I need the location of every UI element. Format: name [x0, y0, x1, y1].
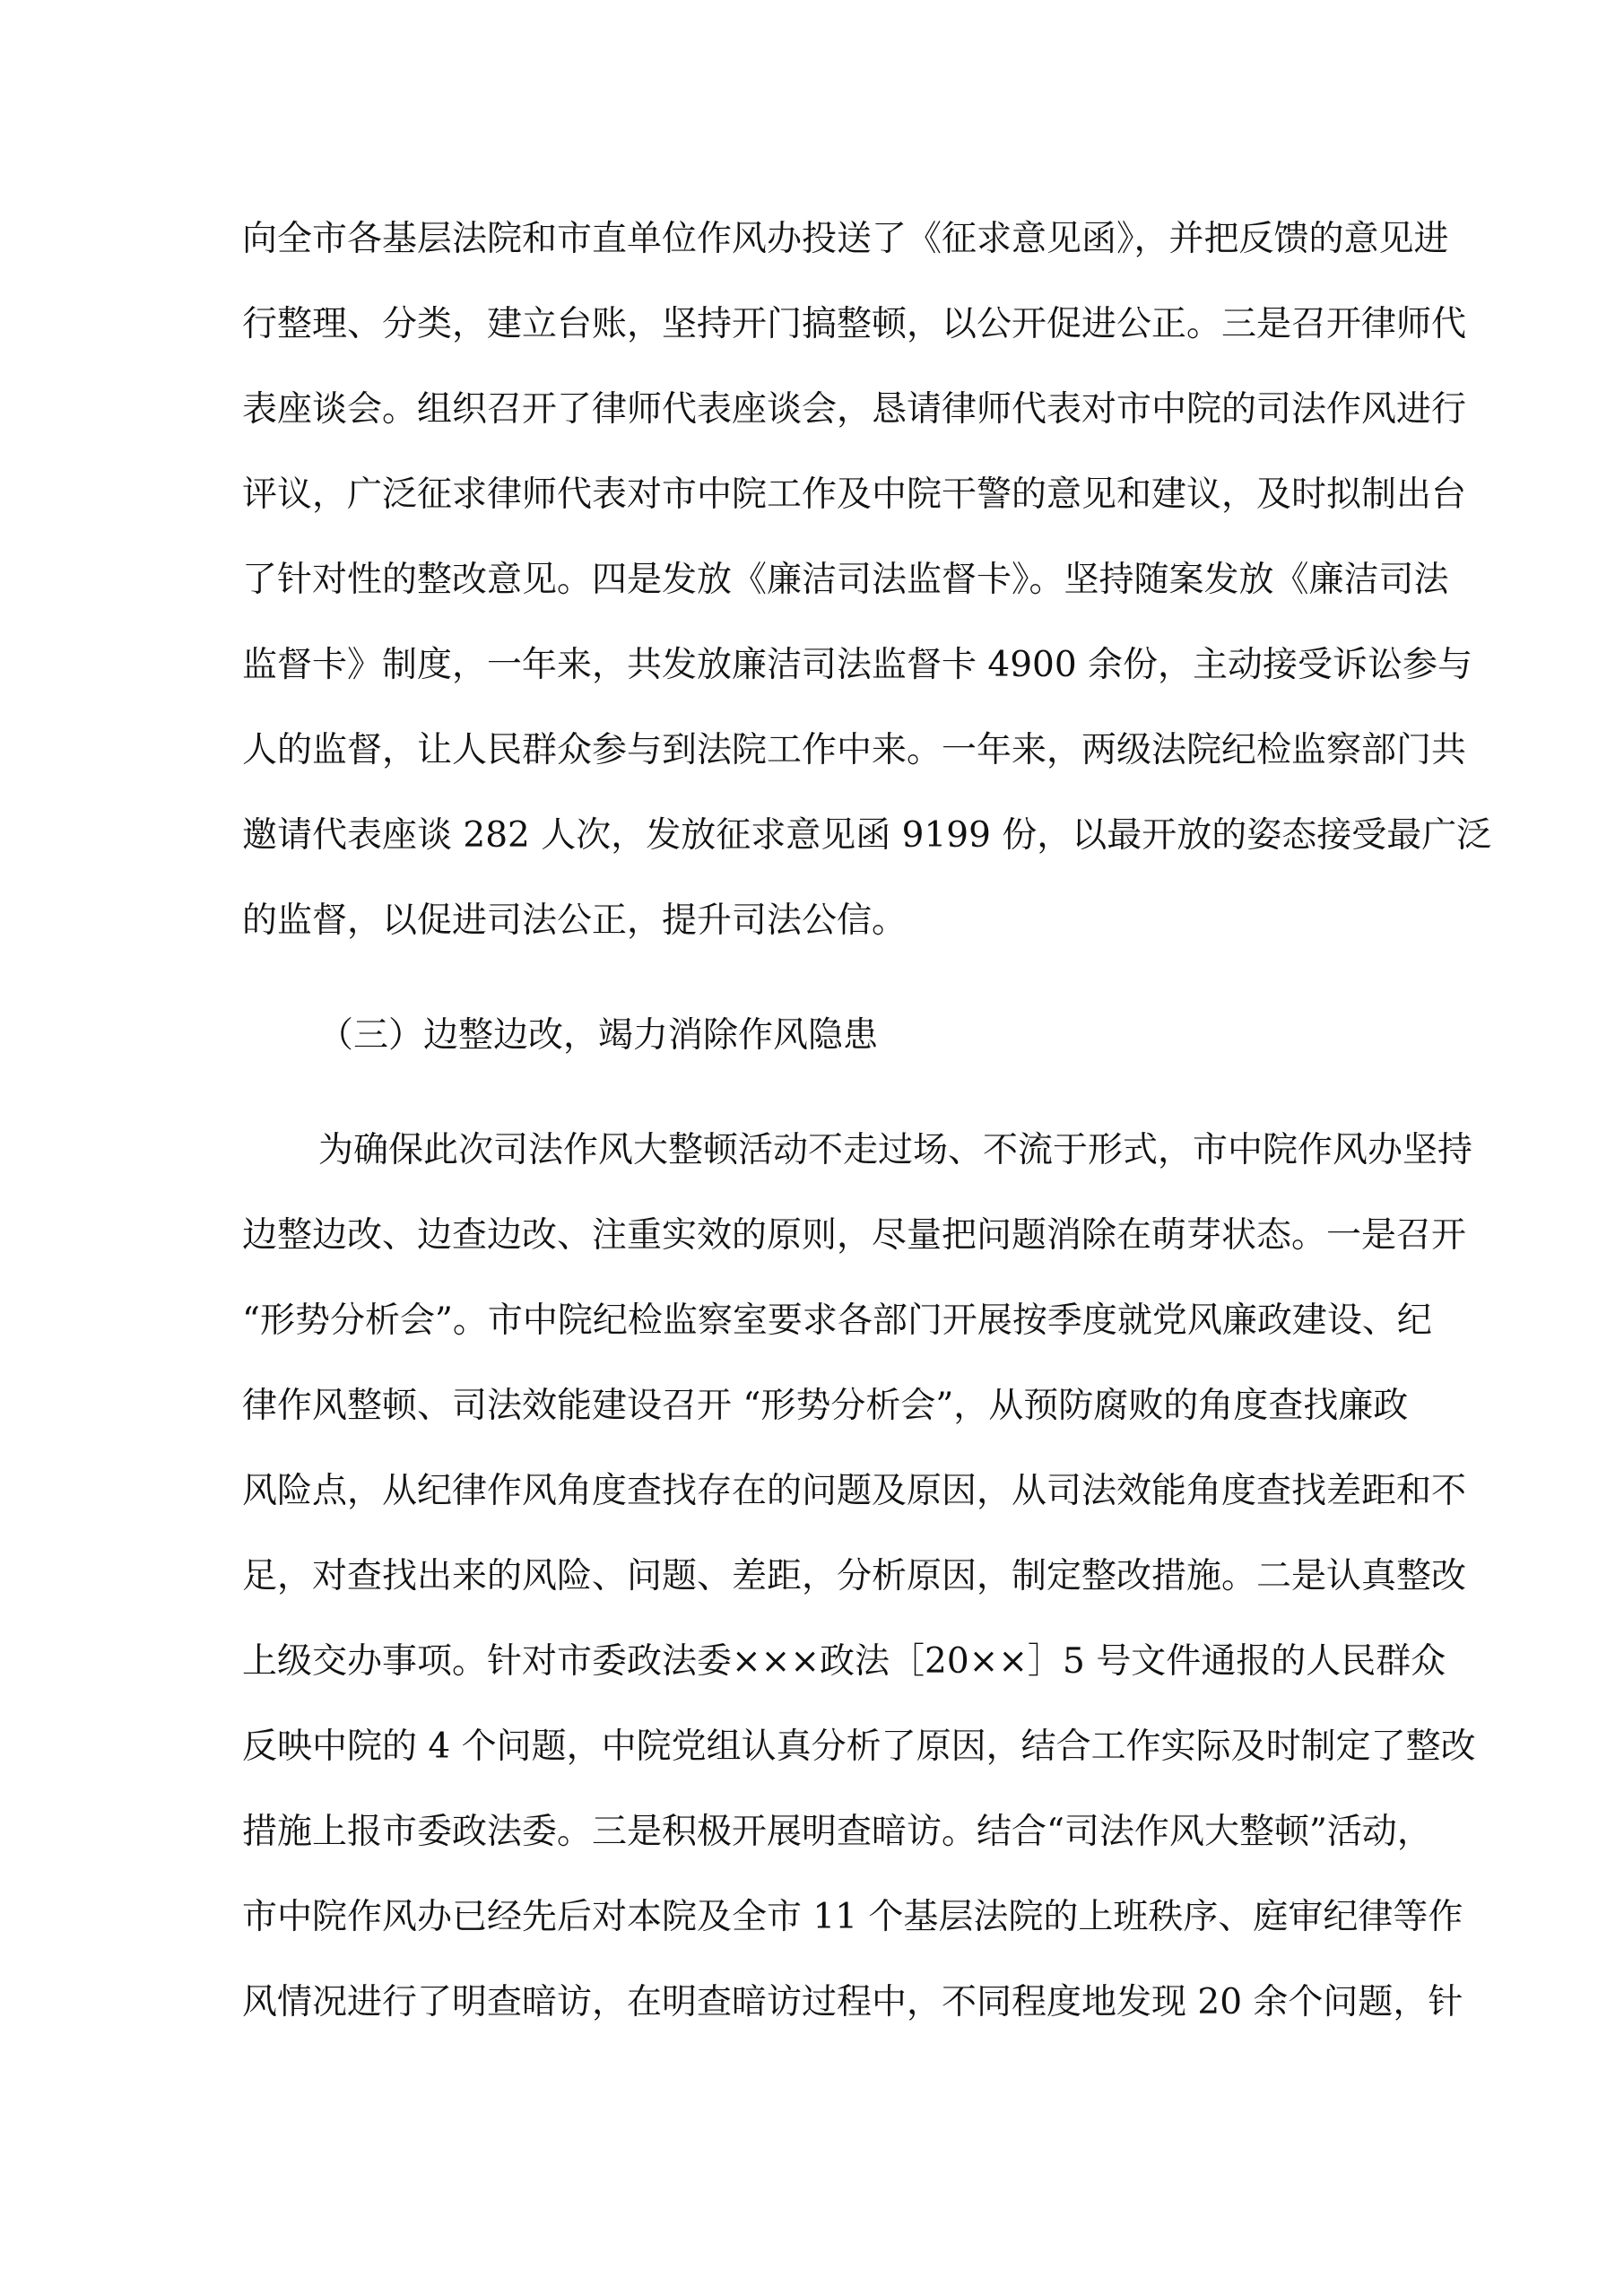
- paragraph2-line-1: 为确保此次司法作风大整顿活动不走过场、不流于形式，市中院作风办坚持: [318, 1130, 1473, 1170]
- paragraph2-line-5: 风险点，从纪律作风角度查找存在的问题及原因，从司法效能角度查找差距和不: [242, 1471, 1467, 1511]
- paragraph2-line-2: 边整边改、边查边改、注重实效的原则，尽量把问题消除在萌芽状态。一是召开: [242, 1215, 1467, 1256]
- paragraph2-line-10: 市中院作风办已经先后对本院及全市 11 个基层法院的上班秩序、庭审纪律等作: [242, 1897, 1463, 1937]
- paragraph2-line-6: 足，对查找出来的风险、问题、差距，分析原因，制定整改措施。二是认真整改: [242, 1556, 1467, 1596]
- paragraph2-line-8: 反映中院的 4 个问题，中院党组认真分析了原因，结合工作实际及时制定了整改: [242, 1726, 1476, 1767]
- paragraph1-line-7: 人的监督，让人民群众参与到法院工作中来。一年来，两级法院纪检监察部门共: [242, 730, 1467, 770]
- paragraph1-line-3: 表座谈会。组织召开了律师代表座谈会，恳请律师代表对市中院的司法作风进行: [242, 389, 1467, 430]
- paragraph1-line-5: 了针对性的整改意见。四是发放《廉洁司法监督卡》。坚持随案发放《廉洁司法: [242, 560, 1449, 600]
- section-heading-3: （三）边整边改，竭力消除作风隐患: [318, 1015, 879, 1056]
- paragraph1-line-9: 的监督，以促进司法公正，提升司法公信。: [242, 900, 908, 941]
- paragraph2-line-7: 上级交办事项。针对市委政法委×××政法［20××］5 号文件通报的人民群众: [242, 1641, 1446, 1682]
- paragraph1-line-4: 评议，广泛征求律师代表对市中院工作及中院干警的意见和建议，及时拟制出台: [242, 474, 1467, 515]
- paragraph2-line-9: 措施上报市委政法委。三是积极开展明查暗访。结合“司法作风大整顿”活动，: [242, 1812, 1432, 1852]
- paragraph1-line-8: 邀请代表座谈 282 人次，发放征求意见函 9199 份，以最开放的姿态接受最广泛: [242, 815, 1492, 856]
- paragraph2-line-3: “形势分析会”。市中院纪检监察室要求各部门开展按季度就党风廉政建设、纪: [242, 1300, 1432, 1341]
- paragraph1-line-1: 向全市各基层法院和市直单位作风办投送了《征求意见函》，并把反馈的意见进: [242, 219, 1449, 259]
- paragraph1-line-6: 监督卡》制度，一年来，共发放廉洁司法监督卡 4900 余份，主动接受诉讼参与: [242, 645, 1473, 685]
- paragraph2-line-11: 风情况进行了明查暗访，在明查暗访过程中，不同程度地发现 20 余个问题，针: [242, 1982, 1463, 2022]
- paragraph2-line-4: 律作风整顿、司法效能建设召开 “形势分析会”，从预防腐败的角度查找廉政: [242, 1386, 1409, 1426]
- paragraph1-line-2: 行整理、分类，建立台账，坚持开门搞整顿，以公开促进公正。三是召开律师代: [242, 304, 1467, 344]
